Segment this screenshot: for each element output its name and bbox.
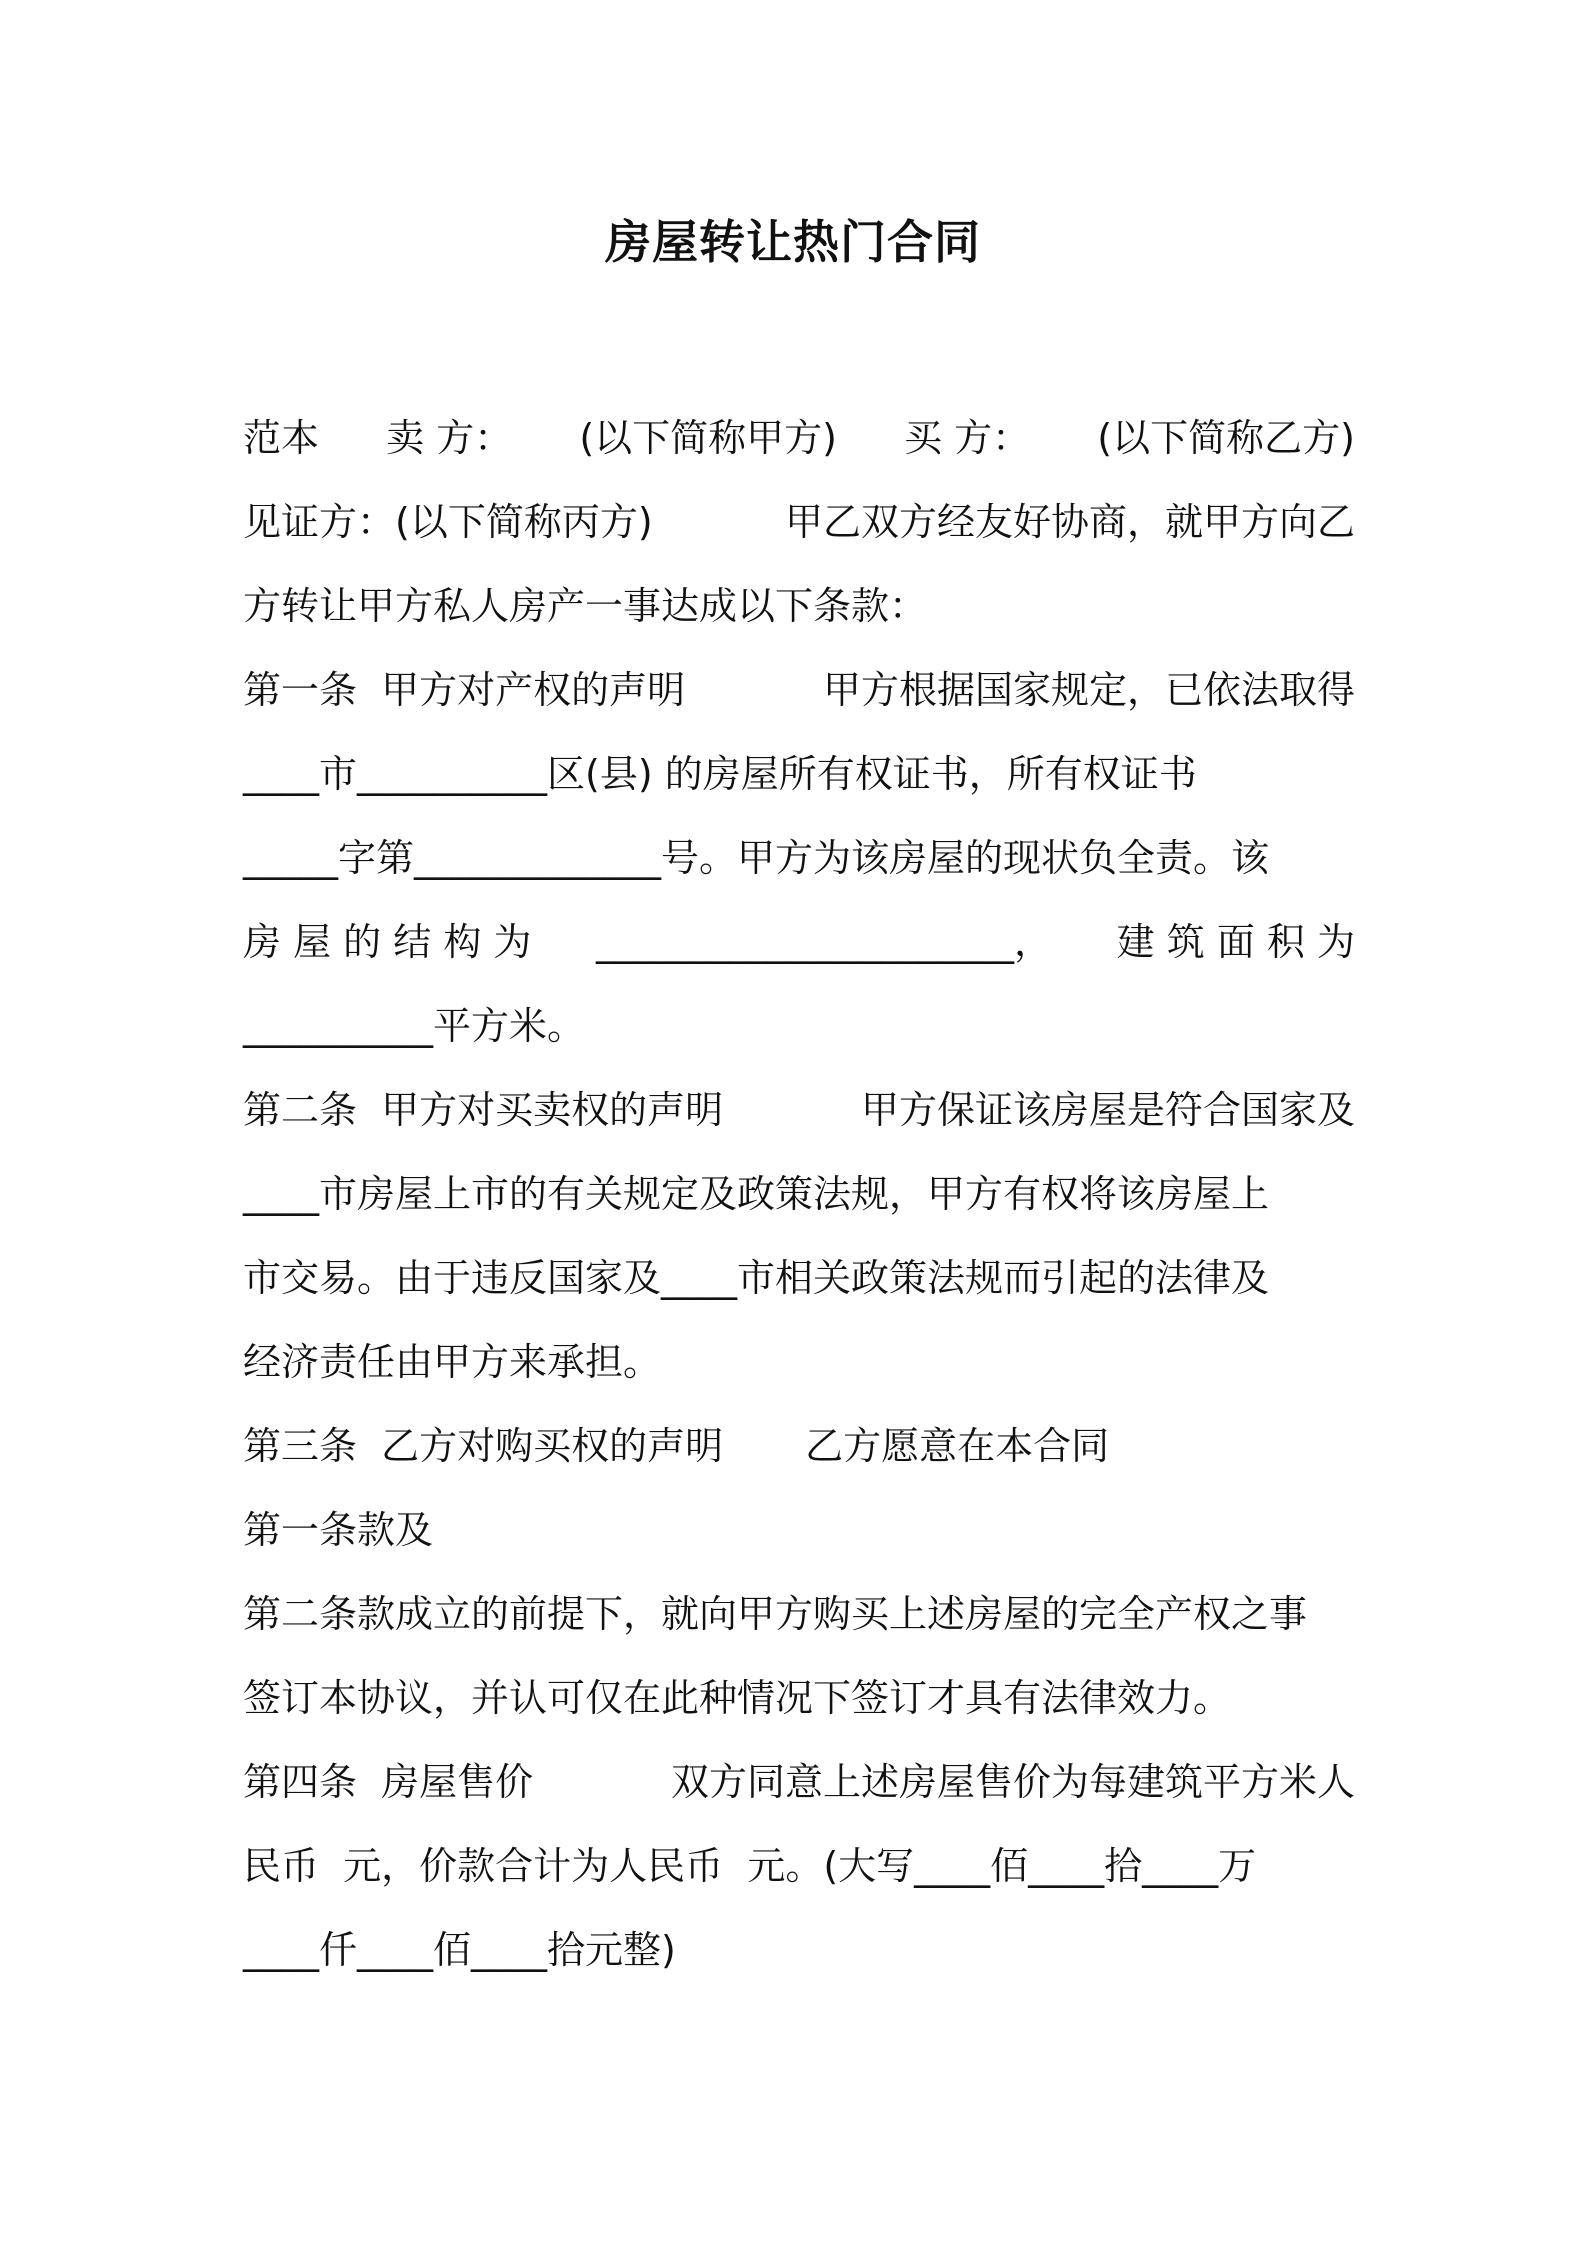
text-segment: 第一条款及	[243, 1508, 434, 1552]
text-segment: ____市房屋上市的有关规定及政策法规，甲方有权将该房屋上	[243, 1172, 1270, 1216]
text-line	[243, 492, 1355, 552]
text-segment: 市交易。由于违反国家及____市相关政策法规而引起的法律及	[243, 1256, 1270, 1300]
article-3-heading-line	[243, 1416, 1355, 1476]
text-segment: 乙方愿意在本合同	[805, 1424, 1110, 1468]
text-segment: 卖 方：	[386, 416, 513, 460]
text-segment: ______________________，	[596, 920, 1053, 964]
text-segment: 甲方根据国家规定，已依法取得	[822, 668, 1355, 712]
text-segment: 甲方保证该房屋是符合国家及	[860, 1088, 1355, 1132]
text-line	[243, 1668, 1355, 1728]
text-segment: __________平方米。	[243, 1004, 586, 1048]
text-segment: 第二条 甲方对买卖权的声明	[243, 1088, 724, 1132]
text-segment: 经济责任由甲方来承担。	[243, 1340, 662, 1384]
article-4-heading-line	[243, 1752, 1355, 1812]
text-segment: 第一条 甲方对产权的声明	[243, 668, 686, 712]
text-segment: 买 方：	[904, 416, 1031, 460]
text-line	[243, 1248, 1355, 1308]
text-line	[243, 1836, 1355, 1896]
text-segment: (以下简称乙方)	[1097, 416, 1355, 460]
text-line	[243, 912, 1355, 972]
text-line	[243, 1500, 1355, 1560]
text-segment: 签订本协议，并认可仅在此种情况下签订才具有法律效力。	[243, 1676, 1232, 1720]
text-line	[243, 744, 1355, 804]
text-line	[243, 1164, 1355, 1224]
text-segment: 房 屋 的 结 构 为	[243, 920, 532, 964]
text-line	[243, 996, 1355, 1056]
text-segment: ____市__________区(县) 的房屋所有权证书，所有权证书	[243, 752, 1197, 796]
text-line-parties	[243, 408, 1355, 468]
text-line	[243, 1584, 1355, 1644]
text-line	[243, 1332, 1355, 1392]
text-segment: 第二条款成立的前提下，就向甲方购买上述房屋的完全产权之事	[243, 1592, 1308, 1636]
text-segment: 第三条 乙方对购买权的声明	[243, 1424, 724, 1468]
text-line	[243, 828, 1355, 888]
text-line	[243, 576, 1355, 636]
text-segment: 民币 元，价款合计为人民币 元。(大写____佰____拾____万	[243, 1844, 1257, 1888]
document-title: 房屋转让热门合同	[605, 215, 981, 269]
text-segment: 甲乙双方经友好协商，就甲方向乙	[784, 500, 1355, 544]
article-1-heading-line	[243, 660, 1355, 720]
text-segment: 双方同意上述房屋售价为每建筑平方米人	[670, 1760, 1355, 1804]
text-segment: 建 筑 面 积 为	[1116, 920, 1355, 964]
text-segment: 第四条 房屋售价	[243, 1760, 534, 1804]
text-segment: 方转让甲方私人房产一事达成以下条款：	[243, 584, 928, 628]
text-line	[243, 1920, 1355, 1980]
text-segment: ____仟____佰____拾元整)	[243, 1928, 676, 1972]
text-segment: _____字第_____________号。甲方为该房屋的现状负全责。该	[243, 836, 1270, 880]
article-2-heading-line	[243, 1080, 1355, 1140]
text-segment: 范本	[243, 416, 320, 460]
text-segment: 见证方：(以下简称丙方)	[243, 500, 653, 544]
text-segment: (以下简称甲方)	[579, 416, 837, 460]
